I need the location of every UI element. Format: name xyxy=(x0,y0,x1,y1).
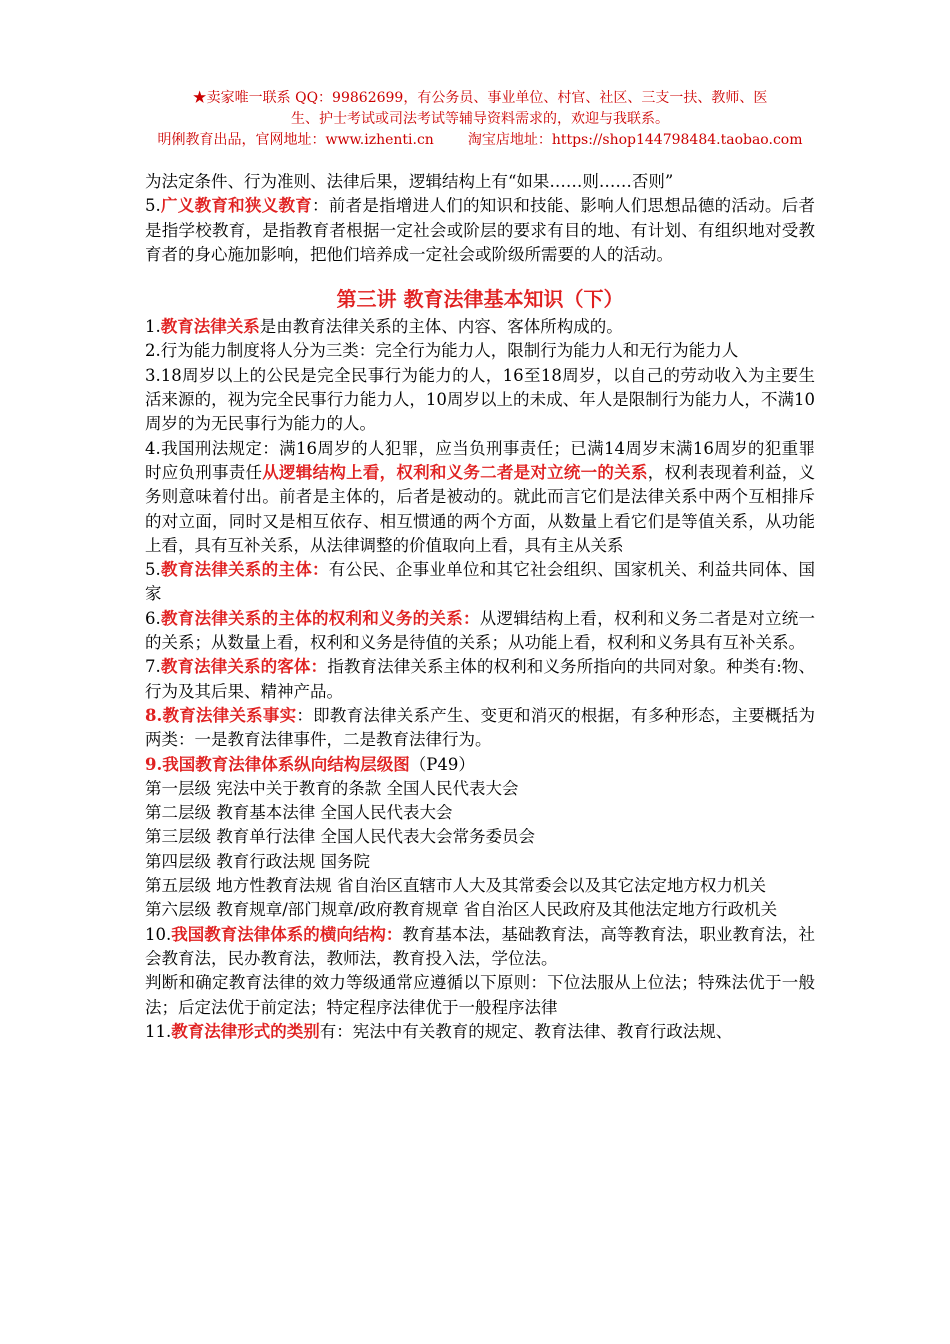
term-vertical-structure: 9.我国教育法律体系纵向结构层级图 xyxy=(145,754,410,774)
item-5: 5.教育法律关系的主体：有公民、企事业单位和其它社会组织、国家机关、利益共同体、国家 xyxy=(145,560,816,604)
item-7: 7.教育法律关系的客体：指教育法律关系主体的权利和义务所指向的共同对象。种类有:物、行为及其后果、精神产品。 xyxy=(145,657,816,701)
term-broad-narrow-education: 广义教育和狭义教育 xyxy=(160,196,313,216)
level-5: 第五层级 地方性教育法规 省自治区直辖市人大及其常委会以及其它法定地方权力机关 xyxy=(145,876,766,896)
header-line-1: ★卖家唯一联系 QQ：99862699，有公务员、事业单位、村官、社区、三支一扶、教师、医 xyxy=(192,90,768,106)
section-title: 第三讲 教育法律基本知识（下） xyxy=(336,287,624,312)
item-6: 6.教育法律关系的主体的权利和义务的关系：从逻辑结构上看，权利和义务二者是对立统一的关系；从数量上看，权利和义务是待值的关系；从功能上看，权利和义务具有互补关系。 xyxy=(145,608,816,653)
item-4: 4.我国刑法规定：满16周岁的人犯罪，应当负刑事责任；已满14周岁末满16周岁的犯重罪时应负刑事责任从逻辑结构上看，权利和义务二者是对立统一的关系，权利表现着利益，义务则意味着付出。前者是主体的，后者是被动的。就此而言它们是法律关系中两个互相排斥的对立面，同时又是相互依存、相互惯通的两个方面，从数量上看它们是等值关系，从功能上看，具有互补关系，从法律调整的价值取向上看，具有主从关系 xyxy=(145,438,816,555)
item-1: 1.教育法律关系是由教育法律关系的主体、内容、客体所构成的。 xyxy=(145,317,623,337)
item-3: 3.18周岁以上的公民是完全民事行为能力的人，16至18周岁，以自己的劳动收入为主要生活来源的，视为完全民事行力能力人，10周岁以上的未成、年人是限制行为能力人，不满10周岁的为无民事行为能力的人。 xyxy=(145,365,815,434)
level-4: 第四层级 教育行政法规 国务院 xyxy=(145,851,370,871)
term-subject: 教育法律关系的主体： xyxy=(160,560,329,580)
item-2: 2.行为能力制度将人分为三类：完全行为能力人，限制行为能力人和无行为能力人 xyxy=(145,341,739,361)
term-legal-relation: 教育法律关系 xyxy=(160,317,260,337)
item-8: 8.教育法律关系事实：即教育法律关系产生、变更和消灭的根据，有多种形态，主要概括为两类：一是教育法律事件，二是教育法律行为。 xyxy=(145,705,816,750)
paragraph-5-broad-narrow-education: 5.广义教育和狭义教育：前者是指增进人们的知识和技能、影响人们思想品德的活动。后者是指学校教育，是指教育者根据一定社会或阶层的要求有目的地、有计划、有组织地对受教育者的身心施加影响，把他们培养成一定社会或阶级所需要的人的活动。 xyxy=(145,196,816,264)
level-1: 第一层级 宪法中关于教育的条款 全国人民代表大会 xyxy=(145,778,519,798)
item-10: 10.我国教育法律体系的横向结构：教育基本法，基础教育法，高等教育法，职业教育法，社会教育法，民办教育法，教师法，教育投入法，学位法。 xyxy=(145,924,816,968)
highlight-rights-duties: 从逻辑结构上看，权利和义务二者是对立统一的关系 xyxy=(262,462,648,482)
paragraph-continued: 为法定条件、行为准则、法律后果，逻辑结构上有“如果……则……否则” xyxy=(145,172,674,191)
term-horizontal-structure: 我国教育法律体系的横向结构： xyxy=(171,924,403,944)
level-6: 第六层级 教育规章/部门规章/政府教育规章 省自治区人民政府及其他法定地方行政机关 xyxy=(145,900,778,920)
item-9: 9.我国教育法律体系纵向结构层级图（P49） xyxy=(145,754,475,774)
term-object: 教育法律关系的客体： xyxy=(160,657,328,677)
term-legal-facts: 8.教育法律关系事实 xyxy=(145,705,297,725)
header-line-2: 生、护士考试或司法考试等辅导资料需求的，欢迎与我联系。 xyxy=(291,111,669,127)
term-legal-forms: 教育法律形式的类别 xyxy=(171,1021,320,1041)
document-body xyxy=(145,170,815,1044)
website-link[interactable]: 明俐教育出品，官网地址：www.izhenti.cn xyxy=(157,132,434,148)
header-line-3 xyxy=(140,130,820,151)
level-3: 第三层级 教育单行法律 全国人民代表大会常务委员会 xyxy=(145,827,535,847)
paragraph-validity-principles: 判断和确定教育法律的效力等级通常应遵循以下原则：下位法服从上位法；特殊法优于一般法；后定法优于前定法；特定程序法律优于一般程序法律 xyxy=(145,973,815,1017)
term-subject-rights: 教育法律关系的主体的权利和义务的关系： xyxy=(160,608,480,628)
item-11: 11.教育法律形式的类别有：宪法中有关教育的规定、教育法律、教育行政法规、 xyxy=(145,1021,733,1041)
level-2: 第二层级 教育基本法律 全国人民代表大会 xyxy=(145,803,453,823)
seller-header xyxy=(140,88,820,151)
taobao-shop-link[interactable]: 淘宝店地址：https://shop144798484.taobao.com xyxy=(467,132,803,148)
